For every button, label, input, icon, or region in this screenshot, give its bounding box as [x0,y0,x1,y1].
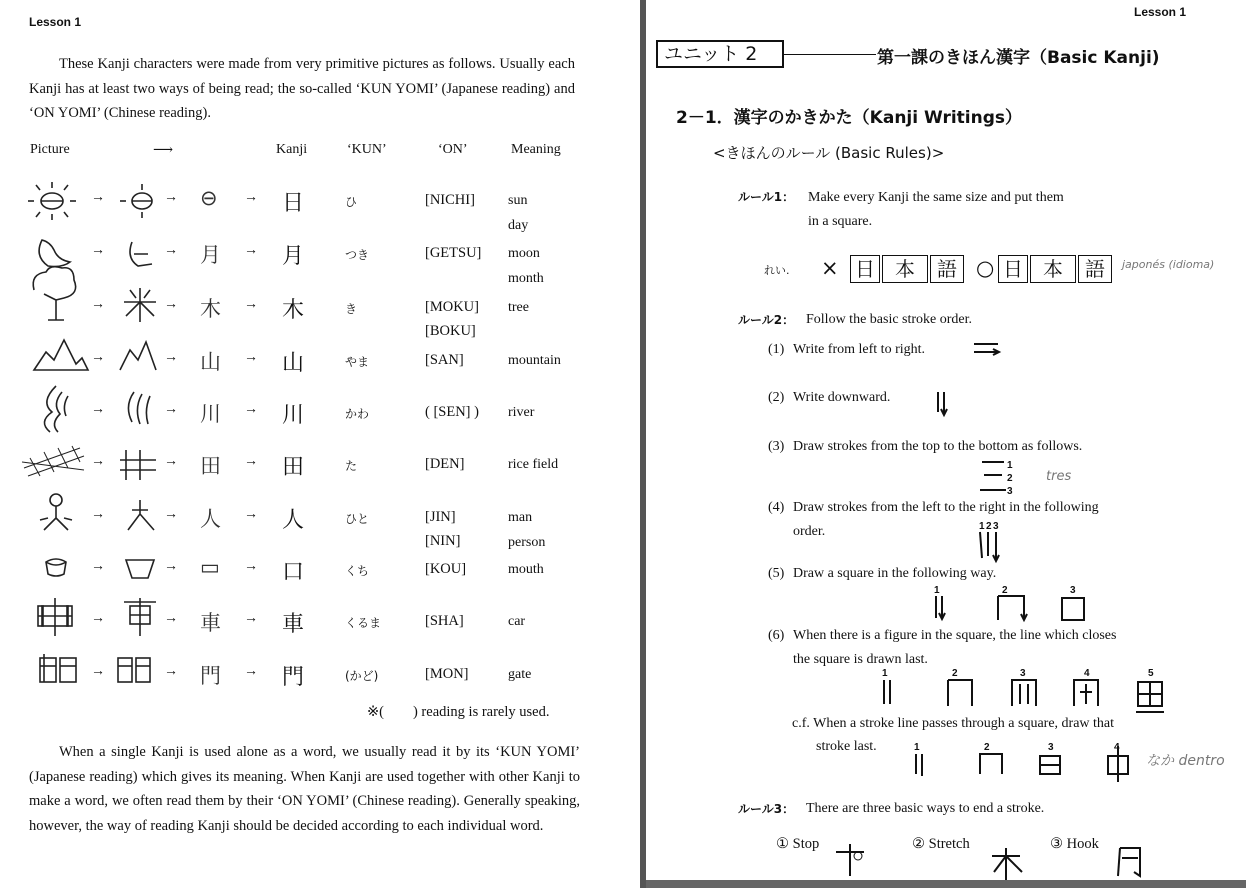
arrow-2-0: → [91,297,105,312]
rule2-item-num-2: (3) [768,439,785,454]
on-reading-7: [KOU] [425,561,467,577]
stage3-glyph-4: 川 [200,402,221,426]
rule3-text: There are three basic ways to end a stroke. [806,801,1045,816]
cf-step3-icon [1040,756,1060,774]
car-pictograph-icon [38,598,72,636]
stroke-number-3: 1 [979,521,985,532]
header-on: ‘ON’ [438,142,468,157]
stage3-glyph-2: 木 [200,297,221,321]
person-simplified-icon [128,500,154,530]
left-to-right-icon [974,344,999,355]
rule1-text: Make every Kanji the same size and put them [808,190,1064,205]
ending-label-0: ① Stop [776,836,820,852]
kun-reading-5: た [345,459,358,473]
person-pictograph-icon [40,494,72,530]
on-reading-2: [MOKU] [BOKU] [425,299,479,339]
on-reading-0: [NICHI] [425,192,475,208]
example-label: れい. [764,264,790,277]
subsection-title: <きほんのルール (Basic Rules)> [713,144,945,162]
stroke-number-6: 1 [934,585,940,596]
mouth-simplified-icon [126,560,154,578]
top-to-bottom-icon [980,462,1006,490]
arrow-8-1: → [164,611,178,626]
stroke-number-1: 2 [1007,473,1013,484]
handwritten-note-naka: なか dentro [1146,753,1225,769]
header-kun: ‘KUN’ [347,142,387,157]
rule2-item-text-3: Draw strokes from the left to the right in the following [793,500,1099,515]
ending-kanji-2 [1120,838,1146,875]
stage3-glyph-0: ⊖ [200,186,218,210]
kun-reading-8: くるま [345,616,382,630]
meaning-5: rice field [508,457,559,472]
outro-paragraph: When a single Kanji is used alone as a word, we usually read it by its ‘KUN YOMI’ (Japanese reading) which gives its meaning. When Kanji are used together with other Kanji to make a word, we often read them by their ‘ON YOMI’ (Chinese reading). Generally speaking, however, the way of reading Kanji should be decided according to each individual word. [29,744,580,834]
rule2-text: Follow the basic stroke order. [806,312,973,327]
left-to-right-order-icon [980,532,999,561]
kun-reading-3: やま [345,355,370,369]
arrow-9-0: → [91,664,105,679]
arrow-3-1: → [164,350,178,365]
kanji-0: 日 [282,191,305,216]
figure-step5-icon [1136,682,1164,712]
meaning-6: man person [508,510,546,550]
arrow-0-0: → [91,190,105,205]
rule2-item-text2-3: order. [793,524,826,539]
rarely-used-note: ※( ) reading is rarely used. [367,704,550,720]
rule2-label: ルール2： [738,313,795,327]
meaning-0: sun day [508,193,529,233]
moon-pictograph-icon [39,240,70,267]
meaning-1: moon month [508,246,544,286]
sun-pictograph-icon [28,182,76,220]
on-reading-5: [DEN] [425,456,465,472]
mountain-pictograph-icon [34,340,88,370]
right-example-char-2: 語 [1078,255,1112,283]
rule2-item-num-3: (4) [768,500,785,515]
figure-step4-icon [1074,680,1098,706]
rule1-text-2: in a square. [808,214,873,229]
cf-step2-icon [980,754,1002,774]
stage3-glyph-6: 人 [200,507,221,531]
arrow-4-1: → [164,402,178,417]
kun-reading-4: かわ [345,407,370,421]
stroke-number-15: 2 [984,742,990,753]
wrong-mark: × [821,256,839,280]
arrow-8-2: → [244,611,258,626]
kanji-6: 人 [282,508,305,533]
stroke-number-2: 3 [1007,486,1013,497]
ending-kanji-0 [836,838,862,875]
kun-reading-1: つき [345,248,370,262]
stroke-number-16: 3 [1048,742,1054,753]
on-reading-6: [JIN] [NIN] [425,509,461,549]
stroke-number-11: 3 [1020,668,1026,679]
rule2-item-num-5: (6) [768,628,785,643]
cf-text-2: stroke last. [816,739,877,754]
arrow-1-1: → [164,243,178,258]
sun-simplified-icon [120,184,152,218]
header-picture: Picture [30,142,70,157]
kanji-7: 口 [282,560,305,585]
wrong-example-char-2: 語 [930,255,964,283]
rule2-item-text-0: Write from left to right. [793,342,926,357]
stroke-number-0: 1 [1007,460,1013,471]
stage3-glyph-5: 田 [200,454,221,478]
meaning-8: car [508,614,526,629]
square-step3-icon [1062,598,1084,620]
arrow-8-0: → [91,611,105,626]
kun-reading-9: (かど) [345,669,379,683]
arrow-9-1: → [164,664,178,679]
arrow-3-0: → [91,350,105,365]
river-pictograph-icon [44,386,68,432]
cf-step1-icon [916,754,922,776]
kun-reading-0: ひ [345,195,358,209]
arrow-4-2: → [244,402,258,417]
header-meaning: Meaning [511,142,561,157]
gate-simplified-icon [118,658,150,682]
arrow-4-0: → [91,402,105,417]
stroke-number-14: 1 [914,742,920,753]
cf-text: c.f. When a stroke line passes through a square, draw that [792,716,1115,731]
stage3-glyph-9: 門 [200,664,221,688]
kun-reading-2: き [345,302,358,316]
kun-reading-7: くち [345,564,370,578]
section-title-jp: 2－1．漢字のかきかた（ [676,108,870,128]
arrow-1-2: → [244,243,258,258]
rice-field-pictograph-icon [22,446,84,476]
header-arrow: ⟶ [153,143,174,158]
stage3-glyph-7: ▭ [200,555,220,579]
arrow-5-0: → [91,454,105,469]
stroke-number-12: 4 [1084,668,1090,679]
rule2-item-text-2: Draw strokes from the top to the bottom as follows. [793,439,1083,454]
square-step2-icon [998,596,1027,620]
section-title-en: Kanji Writings [869,108,1005,128]
mouth-pictograph-icon [46,559,66,576]
ending-label-1: ② Stretch [912,836,970,852]
stage3-glyph-8: 車 [200,611,221,635]
intro-paragraph: These Kanji characters were made from very primitive pictures as follows. Usually each Kanji has at least two ways of being read; the so-called ‘KUN YOMI’ (Japanese reading) and ‘ON YOMI’ (Chinese reading). [29,56,575,121]
kanji-2: 木 [282,298,305,323]
stroke-number-10: 2 [952,668,958,679]
arrow-6-0: → [91,507,105,522]
rule1-label: ルール1： [738,190,795,204]
car-simplified-icon [124,598,156,636]
stage3-glyph-3: 山 [200,350,221,374]
arrow-5-1: → [164,454,178,469]
square-step1-icon [936,596,945,619]
wrong-example-char-1: 本 [882,255,928,283]
right-page [646,0,1246,888]
kanji-4: 川 [282,403,305,428]
stage3-glyph-1: 月 [200,243,221,267]
arrow-0-1: → [164,190,178,205]
arrow-1-0: → [91,243,105,258]
kanji-5: 田 [282,455,305,480]
right-mark: ○ [976,256,995,280]
downward-icon [938,392,947,415]
on-reading-4: ( [SEN] ) [425,404,479,420]
stroke-number-8: 3 [1070,585,1076,596]
stroke-number-9: 1 [882,668,888,679]
ending-kanji-1 [992,838,1018,875]
lesson-label-right: Lesson 1 [1134,5,1187,19]
arrow-5-2: → [244,454,258,469]
rule2-item-text-4: Draw a square in the following way. [793,566,997,581]
kanji-8: 車 [282,612,305,637]
rule2-item-num-1: (2) [768,390,785,405]
right-example-char-0: 日 [998,255,1028,283]
kun-reading-6: ひと [345,512,370,526]
rice-field-simplified-icon [120,450,156,480]
meaning-7: mouth [508,562,544,577]
moon-simplified-icon [130,242,152,266]
on-reading-3: [SAN] [425,352,464,368]
handwritten-note-tres: tres [1046,469,1072,484]
arrow-2-2: → [244,297,258,312]
arrow-9-2: → [244,664,258,679]
right-example-char-1: 本 [1030,255,1076,283]
arrow-7-1: → [164,559,178,574]
kanji-1: 月 [282,244,305,269]
river-simplified-icon [128,392,150,424]
bottom-edge-strip [646,880,1246,888]
on-reading-8: [SHA] [425,613,464,629]
arrow-6-2: → [244,507,258,522]
stroke-number-7: 2 [1002,585,1008,596]
tree-simplified-icon [124,288,156,322]
stroke-number-4: 2 [986,521,992,532]
figure-step1-icon [884,680,890,704]
meaning-9: gate [508,667,532,682]
rule3-label: ルール3： [738,802,795,816]
unit-label-box: ユニット 2 [656,40,784,68]
tree-pictograph-icon [33,267,75,320]
arrow-3-2: → [244,350,258,365]
rule2-item-text-5: When there is a figure in the square, the line which closes [793,628,1117,643]
stroke-number-13: 5 [1148,668,1154,679]
gate-pictograph-icon [40,654,76,682]
header-kanji: Kanji [276,142,308,157]
figure-step2-icon [948,680,972,706]
on-reading-1: [GETSU] [425,245,482,261]
arrow-2-1: → [164,297,178,312]
arrow-0-2: → [244,190,258,205]
kanji-9: 門 [282,665,305,690]
meaning-3: mountain [508,353,561,368]
meaning-2: tree [508,300,529,315]
stroke-number-17: 4 [1114,742,1120,753]
section-title-close: ） [1005,108,1022,128]
mountain-simplified-icon [120,342,156,370]
meaning-4: river [508,405,535,420]
arrow-6-1: → [164,507,178,522]
arrow-7-0: → [91,559,105,574]
stroke-number-5: 3 [993,521,999,532]
wrong-example-char-0: 日 [850,255,880,283]
handwritten-note-japones: japonés (idioma) [1122,258,1215,271]
rule2-item-num-4: (5) [768,566,785,581]
ending-label-2: ③ Hook [1050,836,1099,852]
arrow-7-2: → [244,559,258,574]
rule2-item-text2-5: the square is drawn last. [793,652,928,667]
on-reading-9: [MON] [425,666,469,682]
kanji-3: 山 [282,351,305,376]
rule2-item-num-0: (1) [768,342,785,357]
lesson-label: Lesson 1 [29,15,82,29]
pictograph-drawings [0,170,270,700]
figure-step3-icon [1012,680,1036,706]
unit-title: 第一課のきほん漢字（Basic Kanji) [877,48,1160,68]
rule2-item-text-1: Write downward. [793,390,891,405]
